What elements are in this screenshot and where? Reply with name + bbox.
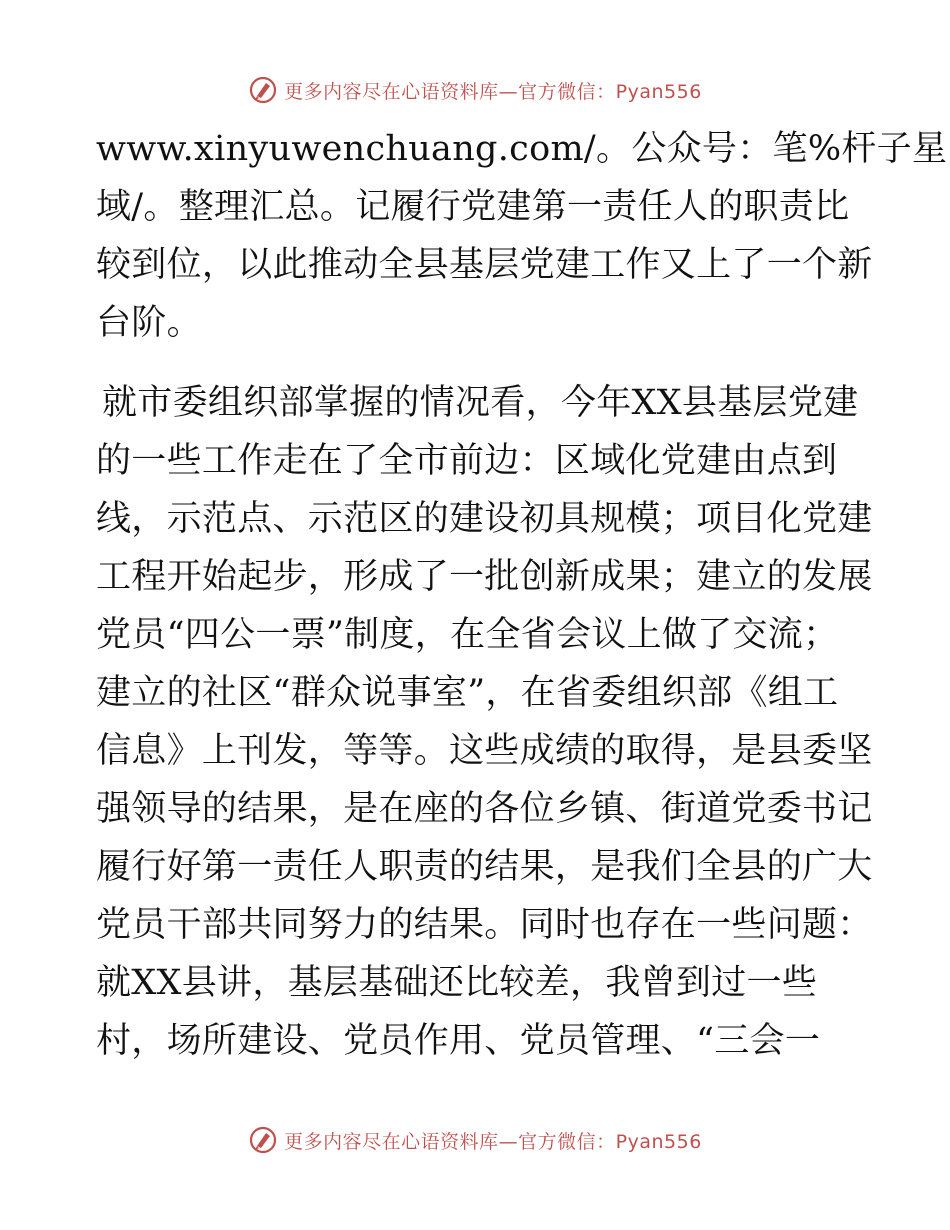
text-line: 强领导的结果，是在座的各位乡镇、街道党委书记 [96, 789, 873, 829]
text-line: 村，场所建设、党员作用、党员管理、“三会一 [96, 1021, 821, 1061]
paragraph-2 [96, 374, 873, 1070]
watermark-text: 更多内容尽在心语资料库—官方微信：Pyan556 [284, 1130, 702, 1153]
document-body [96, 120, 948, 1070]
wechat-id: Pyan556 [615, 80, 702, 103]
text-line: 台阶。 [96, 303, 202, 343]
text-line: www.xinyuwenchuang.com/。公众号：笔%杆子星 [96, 129, 948, 169]
text-line: 党员“四公一票”制度，在全省会议上做了交流； [96, 615, 839, 655]
text-line: 线，示范点、示范区的建设初具规模；项目化党建 [96, 499, 873, 539]
text-line: 较到位，以此推动全县基层党建工作又上了一个新 [96, 245, 873, 285]
paragraph-1 [96, 120, 948, 352]
pen-nib-logo-icon [248, 75, 278, 105]
text-line: 就市委组织部掌握的情况看，今年XX县基层党建 [102, 383, 859, 423]
wechat-id: Pyan556 [615, 1130, 702, 1153]
text-line: 就XX县讲，基层基础还比较差，我曾到过一些 [96, 963, 818, 1003]
text-line: 建立的社区“群众说事室”，在省委组织部《组工 [96, 673, 839, 713]
text-line: 的一些工作走在了全市前边：区域化党建由点到 [96, 441, 838, 481]
text-line: 信息》上刊发，等等。这些成绩的取得，是县委坚 [96, 731, 873, 771]
watermark-text: 更多内容尽在心语资料库—官方微信：Pyan556 [284, 80, 702, 103]
footer-watermark-banner [0, 1120, 950, 1160]
text-line: 履行好第一责任人职责的结果，是我们全县的广大 [96, 847, 873, 887]
pen-nib-logo-icon [248, 1125, 278, 1155]
text-line: 党员干部共同努力的结果。同时也存在一些问题： [96, 905, 873, 945]
header-watermark-banner [0, 70, 950, 110]
text-line: 工程开始起步，形成了一批创新成果；建立的发展 [96, 557, 873, 597]
text-line: 域/。整理汇总。记履行党建第一责任人的职责比 [96, 187, 850, 227]
